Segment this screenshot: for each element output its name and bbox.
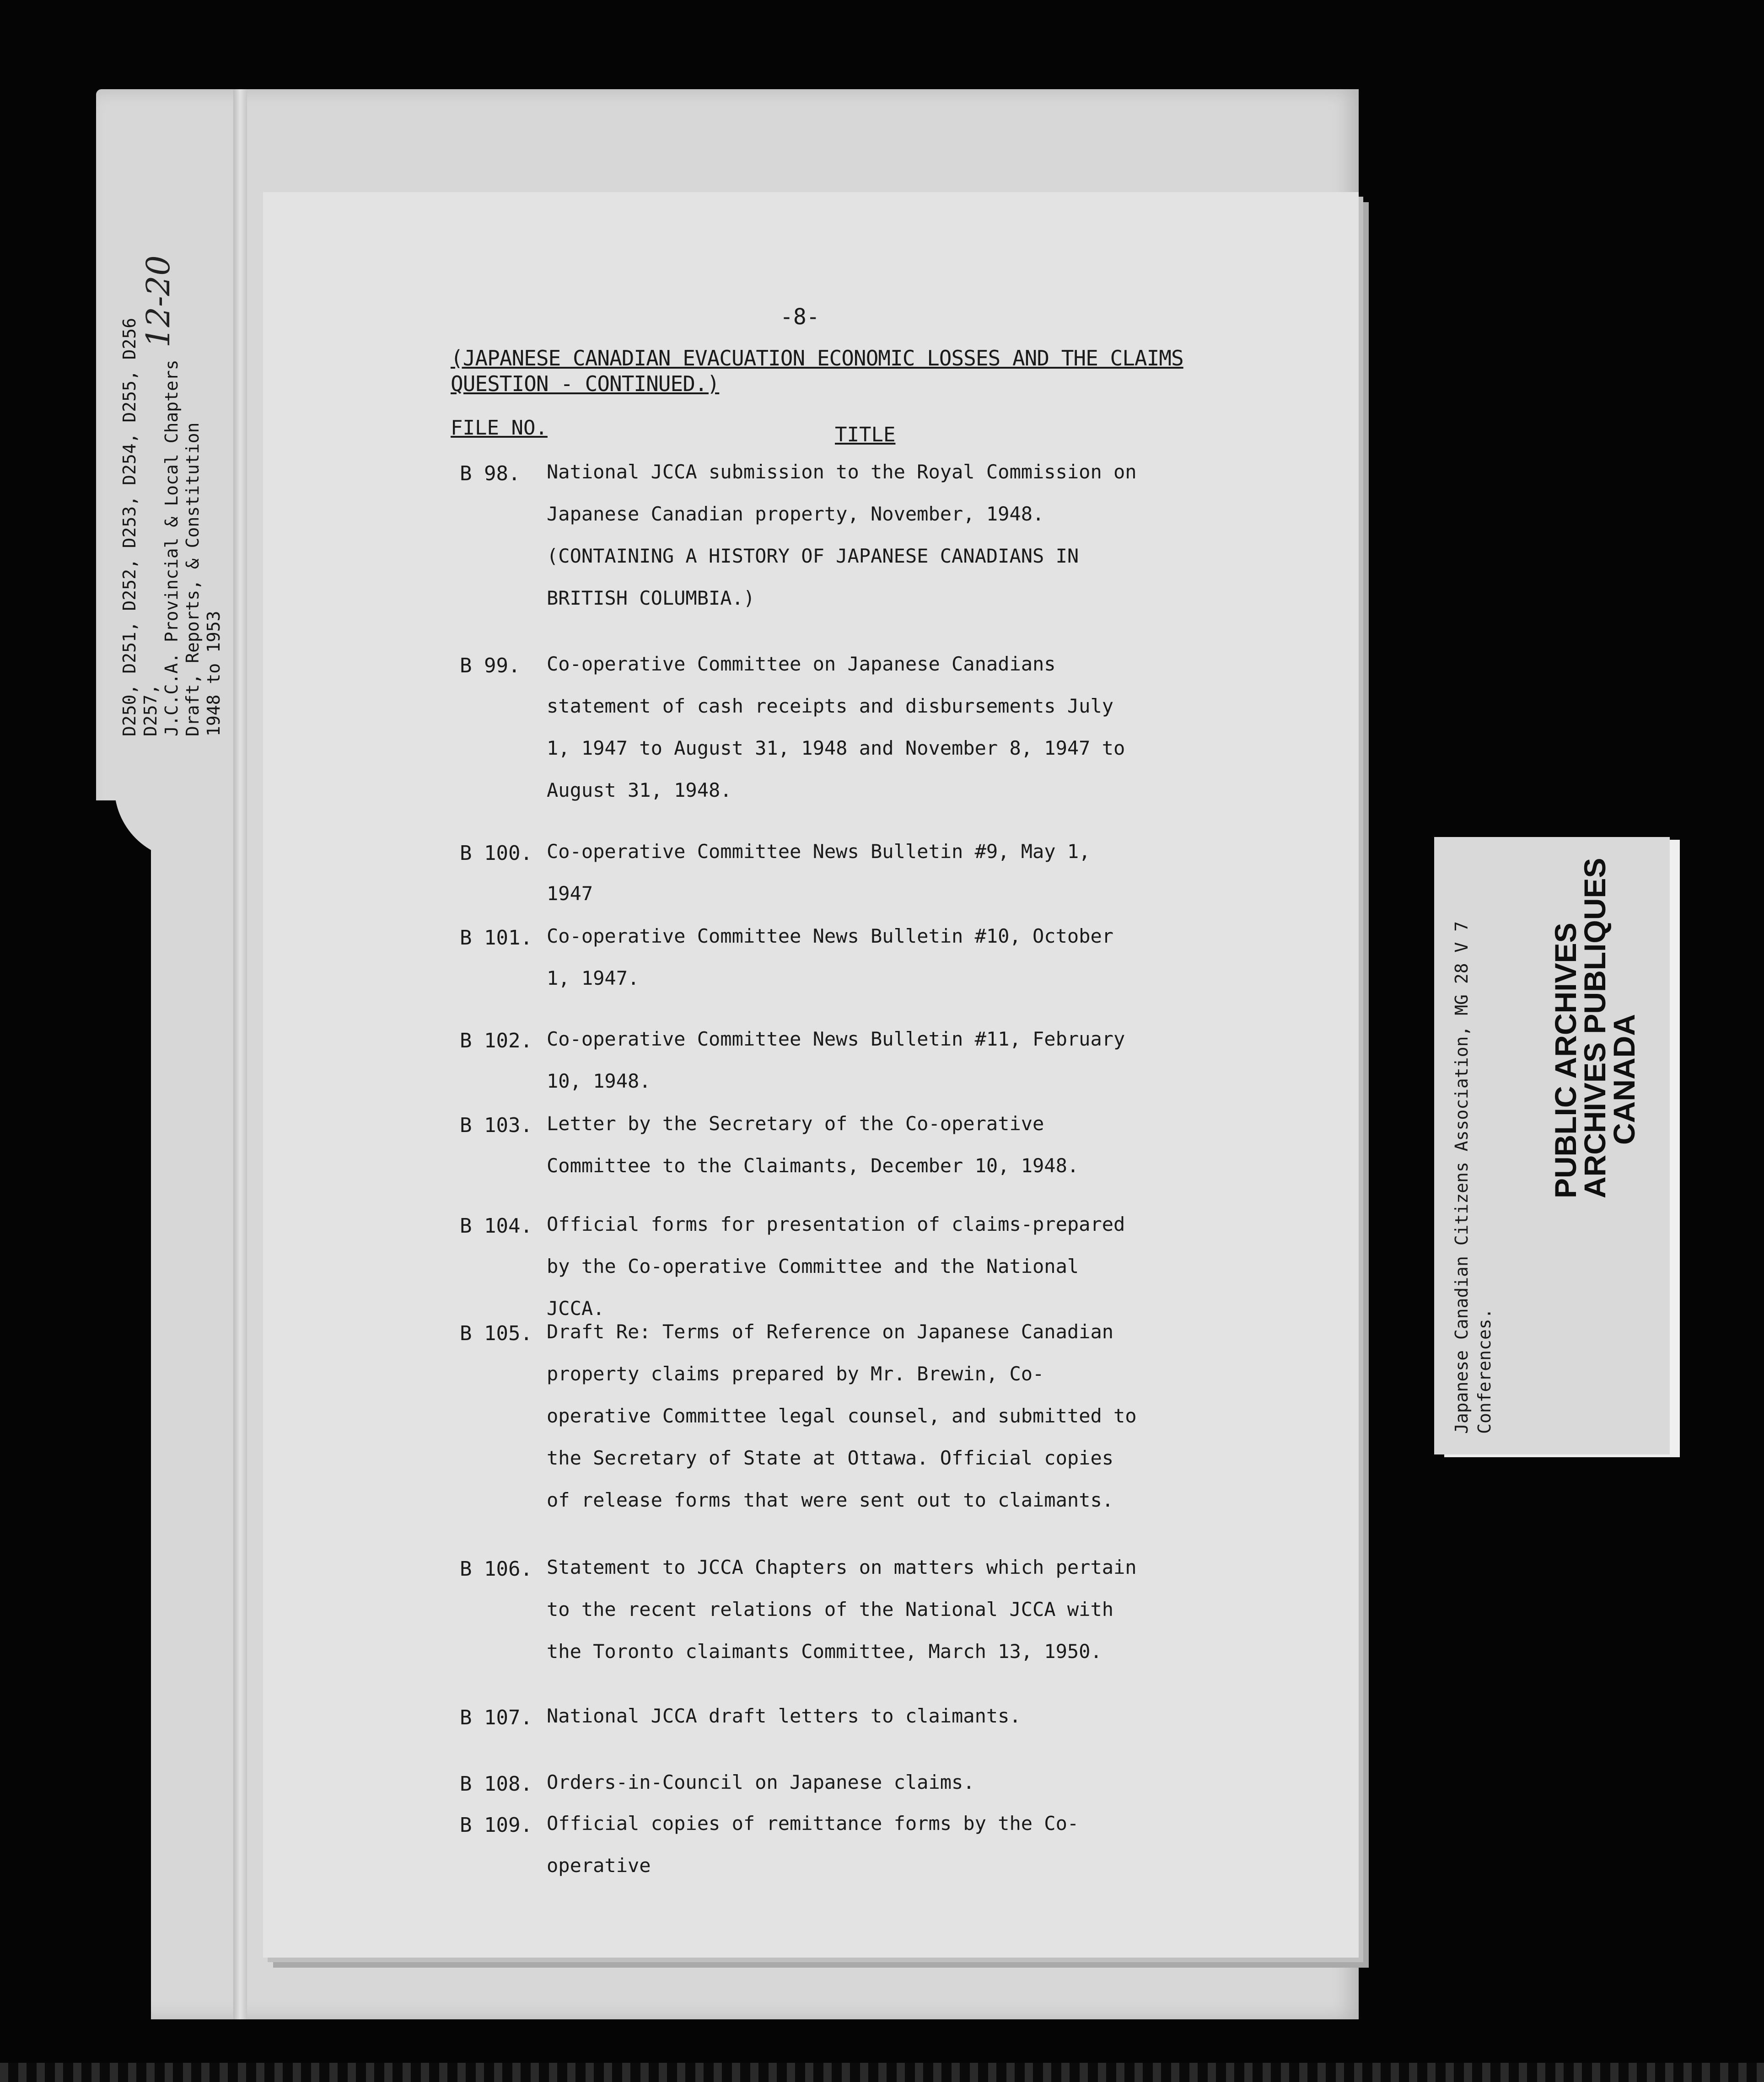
entry-title: Co-operative Committee News Bulletin #9, May 1, 1947 bbox=[547, 840, 1091, 905]
entry-title: National JCCA draft letters to claimants. bbox=[547, 1705, 1021, 1727]
file-number: B 106. bbox=[460, 1557, 532, 1581]
folder-label bbox=[119, 233, 224, 736]
folder-tab-cut bbox=[96, 800, 151, 2019]
entry-title: Official forms for presentation of claims-prepared by the Co-operative Committee and the National JCCA. bbox=[547, 1213, 1125, 1320]
entry-title: Statement to JCCA Chapters on matters which pertain to the recent relations of the National JCCA with the Toronto claimants Committee, March 13, 1950. bbox=[547, 1556, 1137, 1663]
archive-card-line: Japanese Canadian Citizens Association, MG 28 V 7 bbox=[1452, 921, 1472, 1434]
file-number: B 102. bbox=[460, 1029, 532, 1052]
entry-title: Co-operative Committee News Bulletin #11, February 10, 1948. bbox=[547, 1028, 1125, 1092]
stamp-line: CANADA bbox=[1607, 1014, 1641, 1145]
entry-title: Letter by the Secretary of the Co-operative Committee to the Claimants, December 10, 1948. bbox=[547, 1112, 1079, 1177]
folder-label-line: J.C.C.A. Provincial & Local Chapters bbox=[161, 360, 182, 736]
file-number: B 100. bbox=[460, 842, 532, 865]
file-number: B 107. bbox=[460, 1706, 532, 1729]
file-number: B 103. bbox=[460, 1114, 532, 1137]
folder-label-line: Draft, Reports, & Constitution bbox=[183, 422, 203, 736]
entry-title: Draft Re: Terms of Reference on Japanese Canadian property claims prepared by Mr. Brewin, Co-operative Committee legal counsel, and submitted to the Secretary of State at Ottawa. Official copies of release forms that were sent out to claimants. bbox=[547, 1320, 1137, 1511]
file-number: B 109. bbox=[460, 1814, 532, 1837]
stamp-line: PUBLIC ARCHIVES bbox=[1549, 923, 1582, 1198]
file-number: B 101. bbox=[460, 926, 532, 950]
entry-title: Orders-in-Council on Japanese claims. bbox=[547, 1771, 975, 1793]
film-edge-strip bbox=[0, 2063, 1764, 2082]
file-number: B 98. bbox=[460, 462, 521, 485]
heading-line: QUESTION - CONTINUED.) bbox=[451, 371, 720, 396]
heading-line: (JAPANESE CANADIAN EVACUATION ECONOMIC LOSSES AND THE CLAIMS bbox=[451, 346, 1183, 370]
folder-label-line: D257, bbox=[140, 684, 161, 736]
archive-card-line: Conferences. bbox=[1474, 1308, 1495, 1434]
column-header-file-no: FILE NO. bbox=[451, 416, 548, 440]
entry-title: Co-operative Committee on Japanese Canadians statement of cash receipts and disbursements July 1, 1947 to August 31, 1948 and November 8, 1947 to August 31, 1948. bbox=[547, 653, 1125, 801]
folder-inner-edge bbox=[233, 89, 247, 2019]
folder-label-line: D250, D251, D252, D253, D254, D255, D256 bbox=[119, 317, 140, 736]
document-heading bbox=[451, 345, 1183, 397]
archive-card-reference bbox=[1450, 921, 1496, 1434]
column-header-title: TITLE bbox=[835, 423, 896, 446]
entry-title: National JCCA submission to the Royal Commission on Japanese Canadian property, November, 1948. (CONTAINING A HISTORY OF JAPANESE CANADIANS IN BRITISH COLUMBIA.) bbox=[547, 461, 1137, 609]
page-number: -8- bbox=[780, 304, 820, 330]
file-number: B 104. bbox=[460, 1214, 532, 1238]
entry-title: Co-operative Committee News Bulletin #10, October 1, 1947. bbox=[547, 925, 1114, 989]
stamp-line: ARCHIVES PUBLIQUES bbox=[1578, 858, 1612, 1198]
folder-handwritten-note: 12-20 bbox=[140, 255, 177, 348]
public-archives-stamp bbox=[1549, 858, 1641, 1198]
file-number: B 99. bbox=[460, 654, 521, 677]
document-page bbox=[263, 192, 1359, 1958]
entry-title: Official copies of remittance forms by the Co-operative bbox=[547, 1812, 1079, 1877]
file-number: B 105. bbox=[460, 1322, 532, 1345]
file-number: B 108. bbox=[460, 1772, 532, 1796]
folder-label-line: 1948 to 1953 bbox=[204, 611, 224, 736]
